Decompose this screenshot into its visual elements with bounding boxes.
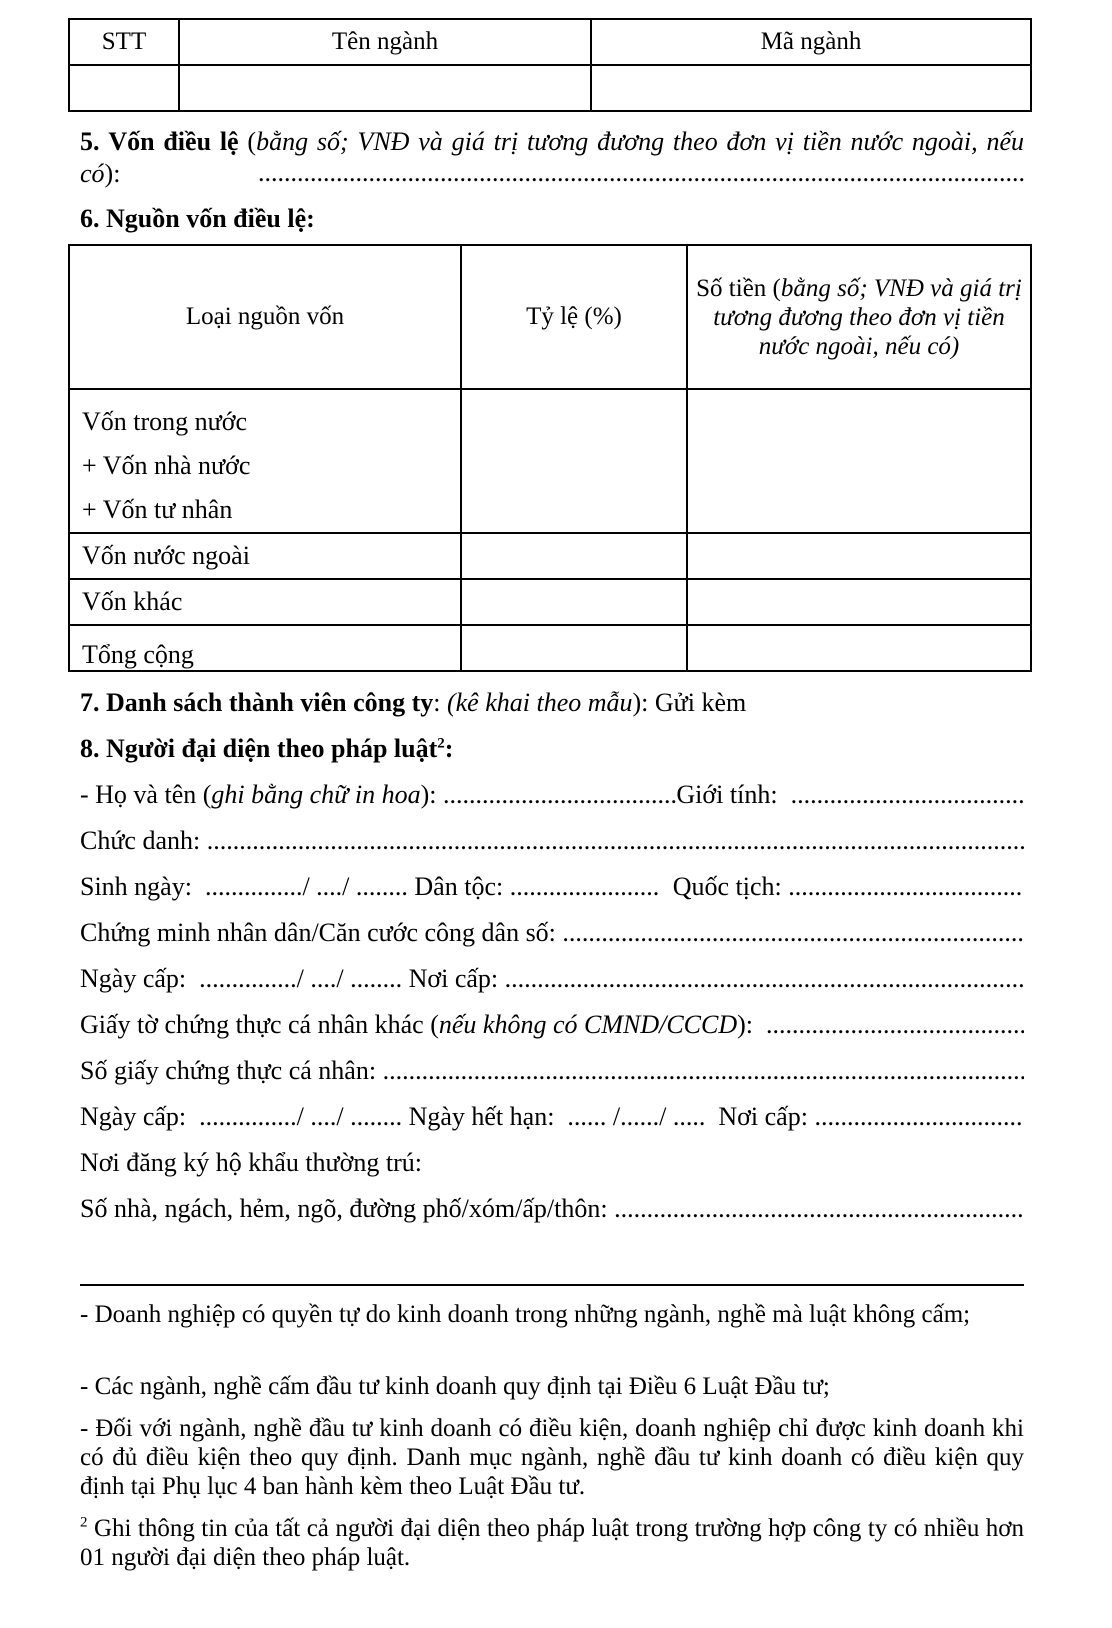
field-so-nha[interactable] <box>80 1194 1024 1224</box>
cell-so-tien-trong-nuoc[interactable] <box>687 389 1031 533</box>
label-von-trong-nuoc-group <box>69 389 461 533</box>
section-8-title: 8. Người đại diện theo pháp luật <box>80 734 438 763</box>
header-stt: STT <box>69 19 179 65</box>
footnote-2-mark: 2 <box>80 1514 88 1531</box>
label-von-nuoc-ngoai: Vốn nước ngoài <box>69 533 461 579</box>
cell-ty-le-nuoc-ngoai[interactable] <box>461 533 687 579</box>
sinh-ngay-day-blank: ............... <box>204 872 303 901</box>
ngay-cap-month-year-blank-1: / ..../ ........ <box>296 964 403 993</box>
section-6-heading: 6. Nguồn vốn điều lệ: <box>80 204 315 233</box>
quoc-tich-label: Quốc tịch: <box>672 872 782 901</box>
footnote-divider <box>80 1284 1024 1286</box>
row-von-khac <box>69 579 1031 625</box>
section-5-title: Vốn điều lệ <box>108 127 239 156</box>
giay-to-prefix: Giấy tờ chứng thực cá nhân khác ( <box>80 1010 439 1039</box>
ho-ten-prefix: - Họ và tên ( <box>80 780 212 809</box>
label-von-trong-nuoc: Vốn trong nước <box>82 407 248 436</box>
section-5-close: ): <box>104 159 121 188</box>
footnote-p2: - Các ngành, nghề cấm đầu tư kinh doanh quy định tại Điều 6 Luật Đầu tư; <box>80 1373 830 1400</box>
field-ngay-cap-2[interactable] <box>80 1102 1024 1132</box>
section-7-members <box>80 688 1032 718</box>
row-von-trong-nuoc <box>69 389 1031 533</box>
cell-ty-le-tong[interactable] <box>461 625 687 671</box>
row-von-nuoc-ngoai <box>69 533 1031 579</box>
footnote-mark-2: 2 <box>437 735 445 752</box>
capital-source-table <box>68 244 1032 672</box>
header-so-tien <box>687 245 1031 389</box>
field-ho-ten[interactable] <box>80 780 1024 810</box>
ngay-cap-day-blank-2: ............... <box>199 1102 297 1131</box>
cell-so-tien-nuoc-ngoai[interactable] <box>687 533 1031 579</box>
section-5-note: bằng số; VNĐ và giá trị tương đương theo đơn vị tiền nước ngoài, nếu có <box>80 127 1025 188</box>
giay-to-note: nếu không có CMND/CCCD <box>438 1010 738 1039</box>
header-ma-nganh: Mã ngành <box>591 19 1031 65</box>
cell-ten-nganh[interactable] <box>179 65 591 111</box>
field-so-giay[interactable] <box>80 1056 1024 1086</box>
so-nha-label: Số nhà, ngách, hẻm, ngõ, đường phố/xóm/ấp/thôn: <box>80 1194 608 1223</box>
capital-table-header <box>69 245 1031 389</box>
ho-ten-suffix: ): <box>420 780 437 809</box>
section-7-title: 7. Danh sách thành viên công ty <box>80 688 434 717</box>
label-von-khac: Vốn khác <box>69 579 461 625</box>
ngay-het-han-blank: ...... /....../ ..... <box>567 1102 706 1131</box>
cell-so-tien-khac[interactable] <box>687 579 1031 625</box>
section-8-heading <box>80 734 1032 764</box>
ngay-cap-month-year-blank-2: / ..../ ........ <box>296 1102 403 1131</box>
cell-stt[interactable] <box>69 65 179 111</box>
ngay-het-han-label: Ngày hết hạn: <box>408 1102 555 1131</box>
section-5-fill-line[interactable] <box>258 158 1024 188</box>
field-cmnd[interactable] <box>80 918 1024 948</box>
field-chuc-danh[interactable] <box>80 826 1024 856</box>
sinh-ngay-month-year-blank: / ..../ ........ <box>302 872 408 901</box>
label-von-nha-nuoc: + Vốn nhà nước <box>82 451 251 480</box>
field-sinh-ngay[interactable] <box>80 872 1024 902</box>
cell-ty-le-trong-nuoc[interactable] <box>461 389 687 533</box>
sinh-ngay-label: Sinh ngày: <box>80 872 192 901</box>
section-8-colon: : <box>444 734 454 763</box>
ho-ten-note: ghi bằng chữ in hoa <box>211 780 421 809</box>
header-ty-le: Tỷ lệ (%) <box>461 245 687 389</box>
so-giay-label: Số giấy chứng thực cá nhân: <box>80 1056 377 1085</box>
footnote-p1: - Doanh nghiệp có quyền tự do kinh doanh trong những ngành, nghề mà luật không cấm; <box>80 1301 971 1328</box>
ngay-cap-label-1: Ngày cấp: <box>80 964 187 993</box>
noi-cap-label-1: Nơi cấp: <box>408 964 499 993</box>
ngay-cap-label-2: Ngày cấp: <box>80 1102 187 1131</box>
section-7-colon: : <box>433 688 447 717</box>
field-ngay-cap-1[interactable] <box>80 964 1024 994</box>
cell-ty-le-khac[interactable] <box>461 579 687 625</box>
header-loai-nguon-von: Loại nguồn vốn <box>69 245 461 389</box>
industry-table-header <box>69 19 1031 65</box>
row-tong-cong <box>69 625 1031 671</box>
dan-toc-label: Dân tộc: <box>414 872 504 901</box>
footnote-2 <box>80 1514 1024 1572</box>
header-ten-nganh: Tên ngành <box>179 19 591 65</box>
field-giay-to-khac[interactable] <box>80 1010 1024 1040</box>
section-7-note: (kê khai theo mẫu <box>446 688 633 717</box>
section-7-tail: ): Gửi kèm <box>632 688 747 717</box>
chuc-danh-label: Chức danh: <box>80 826 201 855</box>
noi-cap-label-2: Nơi cấp: <box>718 1102 808 1131</box>
footnote-p3: - Đối với ngành, nghề đầu tư kinh doanh có điều kiện, doanh nghiệp chỉ được kinh doanh khi có đủ điều kiện theo quy định. Danh mục ngành, nghề đầu tư kinh doanh có điều kiện quy định tại Phụ lục 4 ban hành kèm theo Luật Đầu tư. <box>80 1415 1024 1500</box>
industry-table-empty-row <box>69 65 1031 111</box>
field-noi-dang-ky: Nơi đăng ký hộ khẩu thường trú: <box>80 1148 422 1177</box>
label-tong-cong: Tổng cộng <box>69 625 461 671</box>
gioi-tinh-label: Giới tính: <box>676 780 778 809</box>
header-so-tien-prefix: Số tiền ( <box>696 274 781 302</box>
cell-so-tien-tong[interactable] <box>687 625 1031 671</box>
industry-table <box>68 18 1032 112</box>
footnote-2-text: Ghi thông tin của tất cả người đại diện theo pháp luật trong trường hợp công ty có nhiều hơn 01 người đại diện theo pháp luật. <box>80 1515 1024 1571</box>
cell-ma-nganh[interactable] <box>591 65 1031 111</box>
cmnd-label: Chứng minh nhân dân/Căn cước công dân số: <box>80 918 556 947</box>
ngay-cap-day-blank-1: ............... <box>199 964 297 993</box>
section-5-open-paren: ( <box>238 127 257 156</box>
header-so-tien-note: bằng số; VNĐ và giá trị tương đương theo đơn vị tiền nước ngoài, nếu có) <box>713 274 1022 360</box>
giay-to-suffix: ): <box>737 1010 754 1039</box>
section-5-number: 5. <box>80 127 100 156</box>
label-von-tu-nhan: + Vốn tư nhân <box>82 495 233 524</box>
